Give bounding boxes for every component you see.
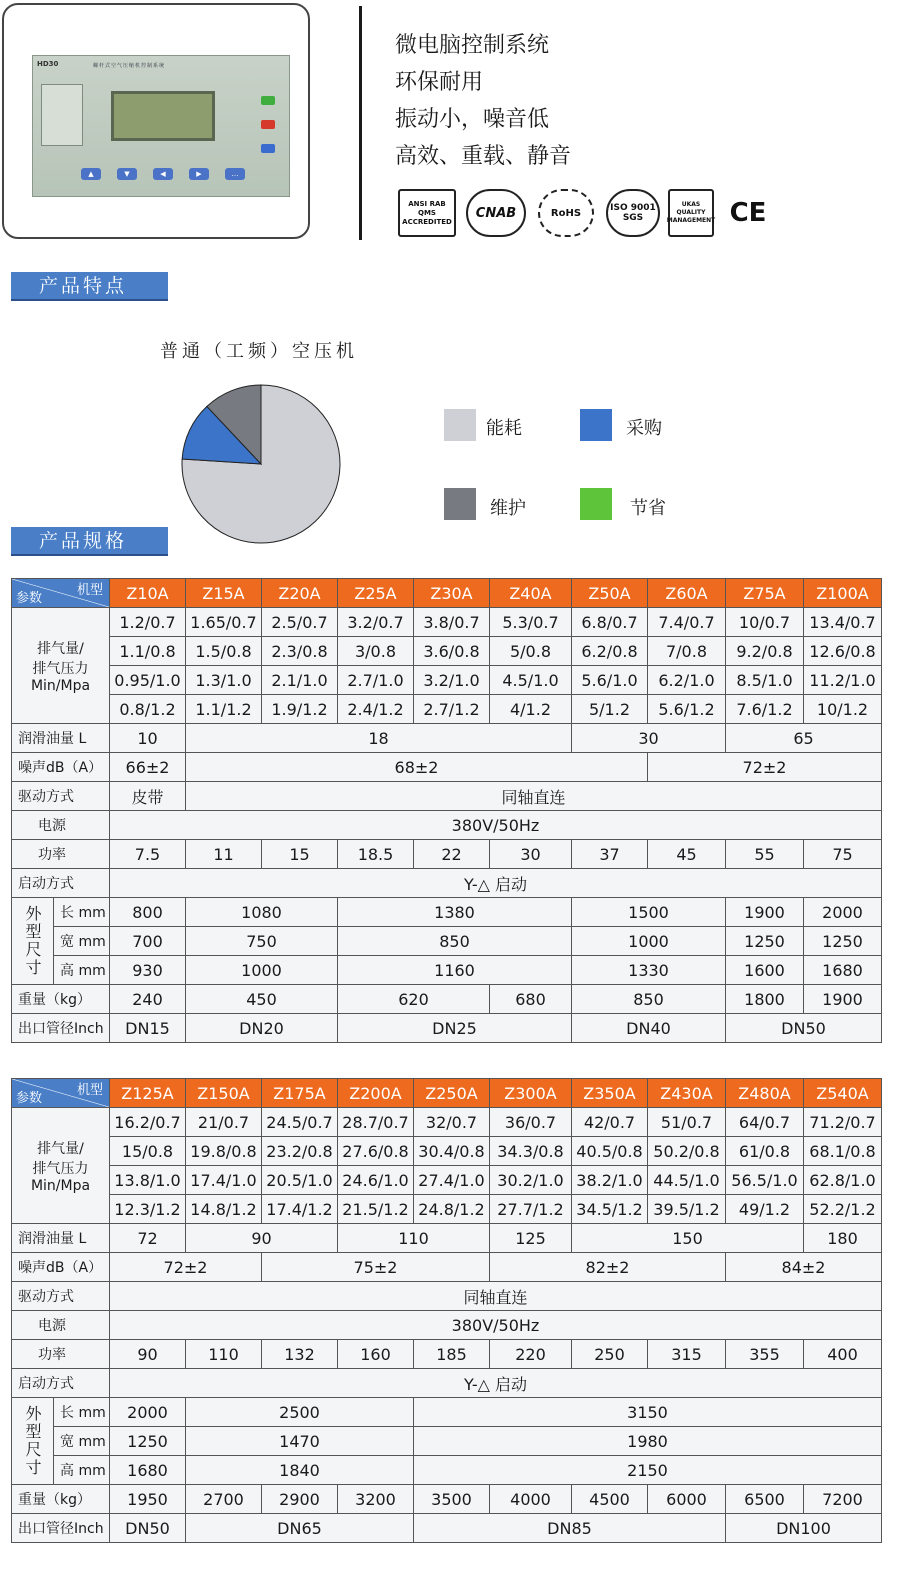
oil-value-cell: 30 [572,724,726,753]
length-value-cell: 800 [110,898,186,927]
features-section-header: 产品特点 [11,272,168,301]
param-header-label: 参数 [16,1091,43,1106]
legend-swatch-energy [444,409,476,441]
outlet-label-cell: 出口管径Inch [12,1014,110,1043]
model-header-cell: Z10A [110,579,186,608]
oil-value-cell: 72 [110,1224,186,1253]
width-value-cell: 1980 [414,1427,882,1456]
length-value-cell: 1380 [338,898,572,927]
noise-value-cell: 66±2 [110,753,186,782]
legend-label-maintenance: 维护 [490,498,526,519]
flow-value-cell: 1.3/1.0 [186,666,262,695]
start-label-cell: 启动方式 [12,1369,110,1398]
legend-label-purchase: 采购 [626,418,662,439]
flow-value-cell: 2.3/0.8 [262,637,338,666]
power-value-cell: 185 [414,1340,490,1369]
width-value-cell: 1000 [572,927,726,956]
noise-value-cell: 72±2 [110,1253,262,1282]
flow-value-cell: 1.65/0.7 [186,608,262,637]
flow-label-cell [12,1108,110,1224]
length-value-cell: 1080 [186,898,338,927]
power-value-cell: 400 [804,1340,882,1369]
header-corner-cell [12,579,110,608]
weight-value-cell: 2900 [262,1485,338,1514]
width-value-cell: 700 [110,927,186,956]
power-supply-value-cell: 380V/50Hz [110,1311,882,1340]
flow-value-cell: 27.4/1.0 [414,1166,490,1195]
flow-value-cell: 30.4/0.8 [414,1137,490,1166]
flow-value-cell: 44.5/1.0 [648,1166,726,1195]
flow-value-cell: 38.2/1.0 [572,1166,648,1195]
model-header-cell: Z480A [726,1079,804,1108]
flow-value-cell: 2.7/1.2 [414,695,490,724]
power-value-cell: 250 [572,1340,648,1369]
length-label-cell: 长 mm [54,1398,110,1427]
flow-value-cell: 3/0.8 [338,637,414,666]
outlet-value-cell: DN100 [726,1514,882,1543]
flow-value-cell: 5/0.8 [490,637,572,666]
power-value-cell: 22 [414,840,490,869]
flow-value-cell: 36/0.7 [490,1108,572,1137]
feature-3: 振动小，噪音低 [395,107,550,132]
flow-value-cell: 10/1.2 [804,695,882,724]
length-label-cell: 长 mm [54,898,110,927]
flow-value-cell: 0.95/1.0 [110,666,186,695]
flow-value-cell: 56.5/1.0 [726,1166,804,1195]
flow-value-cell: 1.1/1.2 [186,695,262,724]
feature-2: 环保耐用 [395,70,484,95]
model-header-cell: Z350A [572,1079,648,1108]
model-header-cell: Z15A [186,579,262,608]
flow-value-cell: 5.6/1.0 [572,666,648,695]
flow-value-cell: 4.5/1.0 [490,666,572,695]
ce-cert-icon: CE [720,189,776,237]
flow-value-cell: 17.4/1.0 [186,1166,262,1195]
noise-value-cell: 75±2 [262,1253,490,1282]
flow-value-cell: 62.8/1.0 [804,1166,882,1195]
flow-value-cell: 7/0.8 [648,637,726,666]
length-value-cell: 1900 [726,898,804,927]
flow-value-cell: 19.8/0.8 [186,1137,262,1166]
flow-label-line: Min/Mpa [30,1177,91,1194]
model-header-cell: Z75A [726,579,804,608]
legend-swatch-maintenance [444,488,476,520]
width-label-cell: 宽 mm [54,1427,110,1456]
legend-swatch-saving [580,488,612,520]
controller-image [32,55,290,197]
spec-table-2 [11,1078,882,1543]
flow-value-cell: 2.4/1.2 [338,695,414,724]
weight-value-cell: 6500 [726,1485,804,1514]
model-header-cell: Z20A [262,579,338,608]
oil-label-cell: 润滑油量 L [12,1224,110,1253]
drive-label-cell: 驱动方式 [12,782,110,811]
model-header-cell: Z50A [572,579,648,608]
height-value-cell: 1600 [726,956,804,985]
model-header-cell: Z60A [648,579,726,608]
weight-value-cell: 2700 [186,1485,262,1514]
weight-value-cell: 240 [110,985,186,1014]
controller-key-menu: … [225,168,245,180]
height-label-cell: 高 mm [54,956,110,985]
dimension-label-cell: 外型尺寸 [12,1398,54,1485]
power-value-cell: 220 [490,1340,572,1369]
flow-value-cell: 16.2/0.7 [110,1108,186,1137]
flow-value-cell: 27.6/0.8 [338,1137,414,1166]
flow-value-cell: 5/1.2 [572,695,648,724]
height-value-cell: 2150 [414,1456,882,1485]
ansi-rab-cert-icon: ANSI RAB QMS ACCREDITED [398,189,456,237]
power-value-cell: 132 [262,1340,338,1369]
flow-value-cell: 7.6/1.2 [726,695,804,724]
height-label-cell: 高 mm [54,1456,110,1485]
flow-value-cell: 30.2/1.0 [490,1166,572,1195]
flow-value-cell: 10/0.7 [726,608,804,637]
flow-label-line: 排气量/ [37,1140,84,1157]
start-value-cell: Y-△ 启动 [110,869,882,898]
model-header-cell: Z430A [648,1079,726,1108]
model-header-cell: Z100A [804,579,882,608]
flow-value-cell: 61/0.8 [726,1137,804,1166]
flow-value-cell: 24.6/1.0 [338,1166,414,1195]
flow-value-cell: 8.5/1.0 [726,666,804,695]
flow-value-cell: 17.4/1.2 [262,1195,338,1224]
power-value-cell: 30 [490,840,572,869]
flow-label-line: 排气压力 [32,1160,89,1177]
model-header-label: 机型 [76,583,103,598]
flow-value-cell: 1.1/0.8 [110,637,186,666]
width-value-cell: 750 [186,927,338,956]
width-value-cell: 1250 [804,927,882,956]
model-header-cell: Z540A [804,1079,882,1108]
dimension-label-cell: 外型尺寸 [12,898,54,985]
flow-value-cell: 49/1.2 [726,1195,804,1224]
controller-brand: HD30 [37,60,59,68]
power-label-cell: 功率 [12,1340,110,1369]
legend-swatch-purchase [580,409,612,441]
start-value-cell: Y-△ 启动 [110,1369,882,1398]
weight-label-cell: 重量（kg） [12,985,110,1014]
length-value-cell: 3150 [414,1398,882,1427]
flow-value-cell: 3.2/1.0 [414,666,490,695]
power-value-cell: 15 [262,840,338,869]
power-value-cell: 160 [338,1340,414,1369]
power-value-cell: 75 [804,840,882,869]
height-value-cell: 1680 [110,1456,186,1485]
feature-1: 微电脑控制系统 [395,33,550,58]
power-value-cell: 45 [648,840,726,869]
param-header-label: 参数 [16,591,43,606]
flow-value-cell: 6.8/0.7 [572,608,648,637]
weight-value-cell: 3500 [414,1485,490,1514]
outlet-label-cell: 出口管径Inch [12,1514,110,1543]
controller-key-down: ▼ [117,168,137,180]
noise-label-cell: 噪声dB（A） [12,753,110,782]
noise-value-cell: 84±2 [726,1253,882,1282]
flow-value-cell: 13.8/1.0 [110,1166,186,1195]
weight-value-cell: 1900 [804,985,882,1014]
flow-value-cell: 21/0.7 [186,1108,262,1137]
flow-value-cell: 27.7/1.2 [490,1195,572,1224]
weight-value-cell: 4000 [490,1485,572,1514]
cost-pie-chart [180,383,342,545]
flow-value-cell: 24.8/1.2 [414,1195,490,1224]
model-header-cell: Z175A [262,1079,338,1108]
power-label-cell: 功率 [12,840,110,869]
outlet-value-cell: DN50 [110,1514,186,1543]
power-value-cell: 37 [572,840,648,869]
weight-value-cell: 620 [338,985,490,1014]
oil-value-cell: 18 [186,724,572,753]
flow-value-cell: 34.3/0.8 [490,1137,572,1166]
length-value-cell: 1500 [572,898,726,927]
flow-label-line: Min/Mpa [30,677,91,694]
flow-value-cell: 1.2/0.7 [110,608,186,637]
divider-line [359,6,362,240]
weight-value-cell: 1800 [726,985,804,1014]
flow-value-cell: 2.5/0.7 [262,608,338,637]
flow-value-cell: 20.5/1.0 [262,1166,338,1195]
model-header-cell: Z250A [414,1079,490,1108]
flow-value-cell: 0.8/1.2 [110,695,186,724]
noise-value-cell: 82±2 [490,1253,726,1282]
length-value-cell: 2500 [186,1398,414,1427]
flow-value-cell: 52.2/1.2 [804,1195,882,1224]
power-value-cell: 55 [726,840,804,869]
controller-diagram [41,84,83,146]
flow-value-cell: 68.1/0.8 [804,1137,882,1166]
flow-value-cell: 2.1/1.0 [262,666,338,695]
outlet-value-cell: DN15 [110,1014,186,1043]
length-value-cell: 2000 [110,1398,186,1427]
flow-value-cell: 7.4/0.7 [648,608,726,637]
flow-value-cell: 1.5/0.8 [186,637,262,666]
flow-value-cell: 71.2/0.7 [804,1108,882,1137]
power-supply-label-cell: 电源 [12,811,110,840]
oil-label-cell: 润滑油量 L [12,724,110,753]
outlet-value-cell: DN20 [186,1014,338,1043]
model-header-cell: Z25A [338,579,414,608]
cnab-cert-icon: CNAB [466,189,526,237]
controller-key-left: ◀ [153,168,173,180]
noise-value-cell: 72±2 [648,753,882,782]
oil-value-cell: 110 [338,1224,490,1253]
weight-value-cell: 4500 [572,1485,648,1514]
controller-key-right: ▶ [189,168,209,180]
controller-lcd-screen [111,91,215,141]
controller-title: 螺杆式空气压缩机控制系统 [93,63,166,69]
flow-value-cell: 23.2/0.8 [262,1137,338,1166]
oil-value-cell: 10 [110,724,186,753]
flow-value-cell: 28.7/0.7 [338,1108,414,1137]
flow-value-cell: 9.2/0.8 [726,637,804,666]
width-value-cell: 1250 [110,1427,186,1456]
drive-value-cell: 同轴直连 [186,782,882,811]
height-value-cell: 1680 [804,956,882,985]
spec-table-1 [11,578,882,1043]
flow-value-cell: 24.5/0.7 [262,1108,338,1137]
flow-value-cell: 3.2/0.7 [338,608,414,637]
flow-value-cell: 15/0.8 [110,1137,186,1166]
flow-value-cell: 11.2/1.0 [804,666,882,695]
flow-value-cell: 6.2/1.0 [648,666,726,695]
height-value-cell: 930 [110,956,186,985]
oil-value-cell: 125 [490,1224,572,1253]
flow-value-cell: 34.5/1.2 [572,1195,648,1224]
drive-label-cell: 驱动方式 [12,1282,110,1311]
legend-label-saving: 节省 [630,498,666,519]
feature-4: 高效、重载、静音 [395,144,572,169]
flow-value-cell: 6.2/0.8 [572,637,648,666]
weight-value-cell: 1950 [110,1485,186,1514]
flow-value-cell: 39.5/1.2 [648,1195,726,1224]
power-value-cell: 7.5 [110,840,186,869]
rohs-cert-icon: RoHS [538,189,594,237]
flow-value-cell: 5.6/1.2 [648,695,726,724]
flow-value-cell: 32/0.7 [414,1108,490,1137]
flow-label-cell [12,608,110,724]
start-led-icon [261,96,275,105]
outlet-value-cell: DN50 [726,1014,882,1043]
outlet-value-cell: DN40 [572,1014,726,1043]
header-corner-cell [12,1079,110,1108]
stop-led-icon [261,120,275,129]
flow-value-cell: 51/0.7 [648,1108,726,1137]
flow-value-cell: 64/0.7 [726,1108,804,1137]
model-header-cell: Z200A [338,1079,414,1108]
oil-value-cell: 65 [726,724,882,753]
outlet-value-cell: DN65 [186,1514,414,1543]
model-header-cell: Z30A [414,579,490,608]
power-value-cell: 18.5 [338,840,414,869]
flow-value-cell: 12.6/0.8 [804,637,882,666]
flow-value-cell: 40.5/0.8 [572,1137,648,1166]
power-supply-value-cell: 380V/50Hz [110,811,882,840]
oil-value-cell: 90 [186,1224,338,1253]
flow-value-cell: 14.8/1.2 [186,1195,262,1224]
weight-value-cell: 680 [490,985,572,1014]
legend-label-energy: 能耗 [486,418,522,439]
flow-value-cell: 13.4/0.7 [804,608,882,637]
flow-value-cell: 12.3/1.2 [110,1195,186,1224]
power-value-cell: 315 [648,1340,726,1369]
width-value-cell: 850 [338,927,572,956]
noise-value-cell: 68±2 [186,753,648,782]
model-header-cell: Z150A [186,1079,262,1108]
start-label-cell: 启动方式 [12,869,110,898]
flow-value-cell: 21.5/1.2 [338,1195,414,1224]
flow-value-cell: 3.6/0.8 [414,637,490,666]
model-header-label: 机型 [76,1083,103,1098]
power-value-cell: 11 [186,840,262,869]
spec-section-header: 产品规格 [11,527,168,556]
height-value-cell: 1840 [186,1456,414,1485]
noise-label-cell: 噪声dB（A） [12,1253,110,1282]
power-value-cell: 110 [186,1340,262,1369]
power-value-cell: 90 [110,1340,186,1369]
drive-value-cell: 皮带 [110,782,186,811]
oil-value-cell: 180 [804,1224,882,1253]
controller-panel-frame [2,3,310,239]
outlet-value-cell: DN25 [338,1014,572,1043]
drive-value-cell: 同轴直连 [110,1282,882,1311]
outlet-value-cell: DN85 [414,1514,726,1543]
weight-value-cell: 7200 [804,1485,882,1514]
weight-value-cell: 6000 [648,1485,726,1514]
height-value-cell: 1000 [186,956,338,985]
oil-value-cell: 150 [572,1224,804,1253]
height-value-cell: 1330 [572,956,726,985]
power-supply-label-cell: 电源 [12,1311,110,1340]
flow-value-cell: 3.8/0.7 [414,608,490,637]
flow-value-cell: 50.2/0.8 [648,1137,726,1166]
flow-label-line: 排气量/ [37,640,84,657]
flow-value-cell: 1.9/1.2 [262,695,338,724]
mode-led-icon [261,144,275,153]
width-label-cell: 宽 mm [54,927,110,956]
length-value-cell: 2000 [804,898,882,927]
pie-chart-title: 普通（工频）空压机 [160,341,358,362]
flow-value-cell: 42/0.7 [572,1108,648,1137]
ukas-cert-icon: UKAS QUALITY MANAGEMENT [668,189,714,237]
controller-key-up: ▲ [81,168,101,180]
weight-label-cell: 重量（kg） [12,1485,110,1514]
model-header-cell: Z300A [490,1079,572,1108]
flow-value-cell: 5.3/0.7 [490,608,572,637]
weight-value-cell: 450 [186,985,338,1014]
width-value-cell: 1250 [726,927,804,956]
flow-value-cell: 2.7/1.0 [338,666,414,695]
model-header-cell: Z40A [490,579,572,608]
model-header-cell: Z125A [110,1079,186,1108]
power-value-cell: 355 [726,1340,804,1369]
weight-value-cell: 850 [572,985,726,1014]
width-value-cell: 1470 [186,1427,414,1456]
flow-value-cell: 4/1.2 [490,695,572,724]
flow-label-line: 排气压力 [32,660,89,677]
iso9001-cert-icon: ISO 9001 SGS [606,189,660,237]
weight-value-cell: 3200 [338,1485,414,1514]
height-value-cell: 1160 [338,956,572,985]
